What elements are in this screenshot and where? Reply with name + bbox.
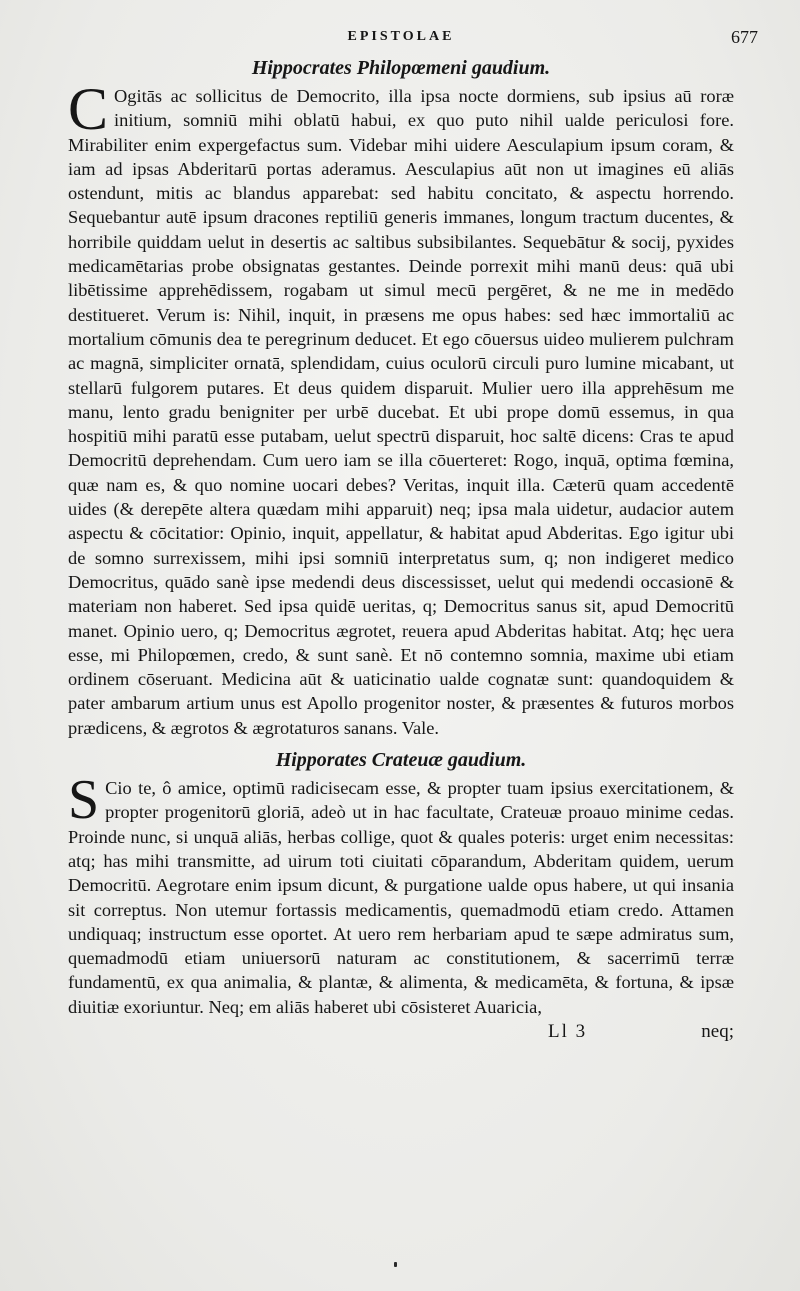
letter-heading: Hipporates Crateuæ gaudium. <box>275 749 527 772</box>
ink-speck <box>394 1262 397 1267</box>
signature-mark: Ll 3 <box>548 1020 588 1042</box>
letter-body <box>68 76 734 740</box>
drop-cap: S <box>68 769 100 832</box>
letter-text: Ogitās ac sollicitus de Democrito, illa ipsa nocte dormiens, sub ipsius aū roræ initium, somniū mihi oblatū habui, ex quo puto nihil ualde periculosi fore. Mirabiliter enim expergefactus sum. Videbar mihi uidere Aesculapium ipsum coram, & iam ad ipsas Abderitarū portas aderamus. Aesculapius aūt non ut imagines eū aliās ostendunt, mitis ac blandus apparebat: sed habitu concitato, & aspectu horrendo. Sequebantur autē ipsum dracones reptiliū generis immanes, longum tractum ducentes, & horribile quiddam uelut in desertis ac saltibus subsibilantes. Sequebātur & socij, pyxides medicamētarias probe obsignatas gestantes. Deinde porrexit mihi manū deus: quā ubi libētissime apprehēdissem, rogabam ut simul mecū pergēret, & ne me in medēdo destitueret. Verum is: Nihil, inquit, in præsens me opus habes: sed hæc immortaliū ac mortalium cōmunis dea te peregrinum deducet. Et ego cōuersus uideo mulierem pulchram ac magnā, simpliciter ornatā, splendidam, cuius oculorū circuli puro lumine micabant, ut stellarū fulgorem putares. Et deus quidem disparuit. Mulier uero illa apprehēsum me manu, lento gradu benigniter per urbē ducebat. Et ubi prope domū essemus, in qua hospitiū mihi paratū esse putabam, uelut spectrū disparuit, hoc saltē dicens: Cras te apud Democritū deprehendam. Cum uero iam se illa cōuerteret: Rogo, inquā, optima fœmina, quæ nam es, & quo nomine uocari debes? Veritas, inquit illa. Cæterū quam accedentē uides (& derepēte altera quædam mihi apparuit) neq; ipsa mala uidetur, audacior autem aspectu & cōcitatior: Opinio, inquit, appellatur, & habitat apud Abderitas. Ego igitur ubi de somno surrexissem, mihi ipsi somniū interpretatus sum, q; non indigeret medico Democritus, quādo sanè ipse medendi deus discessisset, uelut qui medendi occasionē & materiam non haberet. Sed ipsa quidē ueritas, q; Democritus sanus sit, apud Democritū manet. Opinio uero, q; Democritus ægrotet, reuera apud Abderitas habitat. Atq; hęc uera esse, mi Philopœmen, credo, & sunt sanè. Et nō contemno somnia, maxime ubi etiam ordinem cōseruant. Medicina aūt & uaticinatio ualde cognatæ sunt: quandoquidem & pater ambarum artium unus est Apollo progenitor noster, & præsentes & futuros morbos prædicens, & ægrotos & ægrotaturos sanans. Vale. <box>68 86 734 738</box>
running-head <box>68 24 758 50</box>
drop-cap: C <box>68 76 109 142</box>
letter-to-crateuas <box>68 746 734 1019</box>
running-title: EPISTOLAE <box>347 29 455 44</box>
page-footer <box>68 1021 734 1049</box>
catchword: neq; <box>701 1020 734 1042</box>
letter-text: Cio te, ô amice, optimū radicisecam esse, & propter tuam ipsius exercitationem, & propter progenitorū gloriā, adeò ut in hac facultate, Crateuæ proauo minime cedas. Proinde nunc, si unquā aliās, herbas collige, quot & quales poteris: urget enim necessitas: atq; has mihi transmitte, ad uirum toti ciuitati cōparandum, Abderitam quidem, uerum Democritū. Aegrotare enim ipsum dicunt, & purgatione ualde opus habere, ut qui insania sit correptus. Non utemur fortassis medicamentis, quemadmodū etiam credo. Attamen undiquaq; instructum esse oportet. At uero rem herbariam apud te sæpe admiratus sum, quemadmodū etiam uniuersorū naturam ac constitutionem, & sacerrimū terræ fundamentū, ex qua animalia, & plantæ, & alimenta, & medicamēta, & fortuna, & ipsæ diuitiæ exoriuntur. Neq; em aliās haberet ubi cōsisteret Auaricia, <box>68 778 734 1017</box>
letter-to-philopoemen <box>68 54 734 740</box>
letter-heading: Hippocrates Philopœmeni gaudium. <box>251 57 551 79</box>
page-number: 677 <box>731 27 758 47</box>
letter-body <box>68 769 734 1019</box>
